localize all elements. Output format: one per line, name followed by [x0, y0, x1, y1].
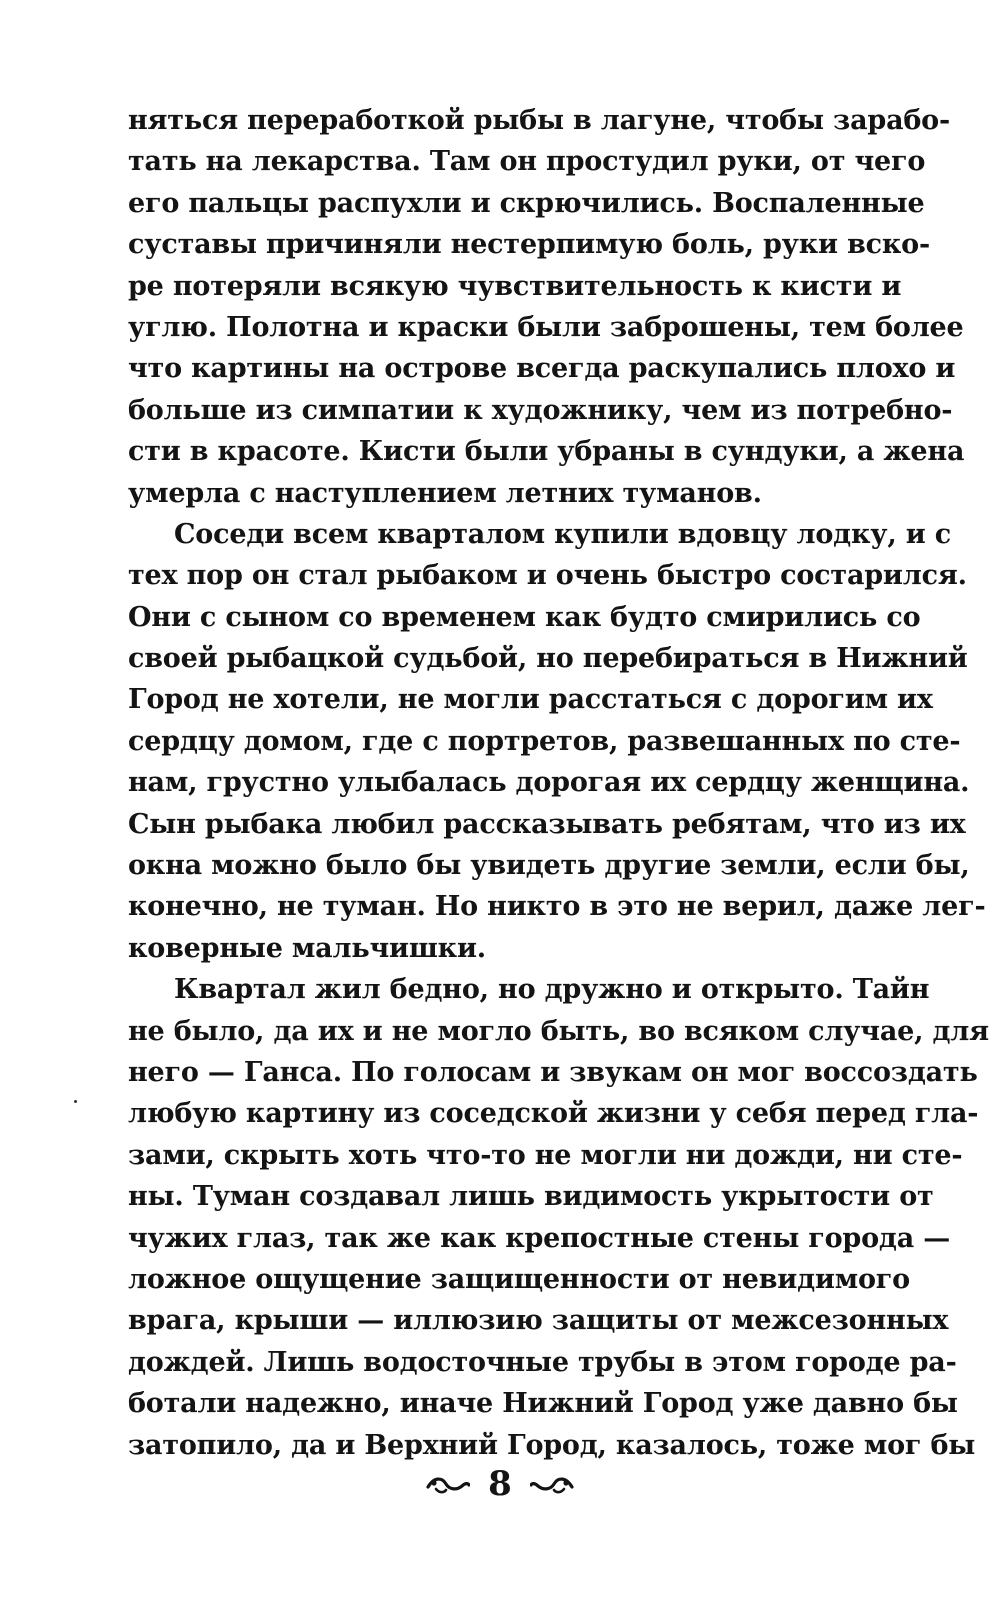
text-line: Они с сыном со временем как будто смирились со — [128, 601, 921, 633]
text-line: затопило, да и Верхний Город, казалось, тоже мог бы — [128, 1429, 976, 1461]
fleuron-right-icon — [530, 1473, 574, 1495]
text-line: нам, грустно улыбалась дорогая их сердцу женщина. — [128, 767, 970, 799]
text-line: суставы причиняли нестерпимую боль, руки вско- — [128, 229, 930, 261]
text-line: конечно, не туман. Но никто в это не верил, даже лег- — [128, 891, 986, 923]
text-line: не было, да их и не могло быть, во всяком случае, для — [128, 1015, 989, 1047]
text-line: ложное ощущение защищенности от невидимого — [128, 1263, 910, 1295]
text-line: няться переработкой рыбы в лагуне, чтобы зарабо- — [128, 105, 950, 136]
text-line: ны. Туман создавал лишь видимость укрытости от — [128, 1181, 934, 1213]
text-line: ре потеряли всякую чувствительность к кисти и — [128, 270, 902, 302]
page-number: 8 — [488, 1464, 512, 1504]
text-line: больше из симпатии к художнику, чем из потребно- — [128, 394, 953, 426]
text-line: умерла с наступлением летних туманов. — [128, 477, 762, 509]
text-line: врага, крыши — иллюзию защиты от межсезонных — [128, 1305, 949, 1337]
text-line: чужих глаз, так же как крепостные стены города — — [128, 1222, 951, 1254]
page-footer — [0, 1462, 1000, 1504]
text-line: коверные мальчишки. — [128, 932, 486, 964]
text-line: него — Ганса. По голосам и звукам он мог воссоздать — [128, 1056, 978, 1088]
text-line: сердцу домом, где с портретов, развешанных по сте- — [128, 725, 961, 757]
text-line: его пальцы распухли и скрючились. Воспаленные — [128, 187, 925, 219]
text-line: зами, скрыть хоть что-то не могли ни дожди, ни сте- — [128, 1139, 963, 1171]
text-line: Город не хотели, не могли расстаться с дорогим их — [128, 684, 933, 716]
text-line: любую картину из соседской жизни у себя перед гла- — [128, 1098, 979, 1130]
text-line: Соседи всем кварталом купили вдовцу лодку, и с — [174, 518, 952, 550]
text-line: ботали надежно, иначе Нижний Город уже давно бы — [128, 1388, 958, 1420]
text-line: углю. Полотна и краски были заброшены, тем более — [128, 311, 964, 343]
text-line: что картины на острове всегда раскупались плохо и — [128, 353, 956, 385]
fleuron-left-icon — [426, 1473, 470, 1495]
scan-speck — [74, 1100, 77, 1103]
text-line: окна можно было бы увидеть другие земли, если бы, — [128, 850, 970, 882]
text-line: тех пор он стал рыбаком и очень быстро состарился. — [128, 560, 967, 592]
text-line: Сын рыбака любил рассказывать ребятам, что из их — [128, 808, 966, 840]
text-line: своей рыбацкой судьбой, но перебираться в Нижний — [128, 643, 968, 675]
body-text — [128, 100, 989, 1466]
text-line: сти в красоте. Кисти были убраны в сундуки, а жена — [128, 436, 965, 468]
text-line: дождей. Лишь водосточные трубы в этом городе ра- — [128, 1346, 957, 1378]
text-line: Квартал жил бедно, но дружно и открыто. Тайн — [174, 974, 930, 1006]
text-line: тать на лекарства. Там он простудил руки, от чего — [128, 146, 926, 178]
